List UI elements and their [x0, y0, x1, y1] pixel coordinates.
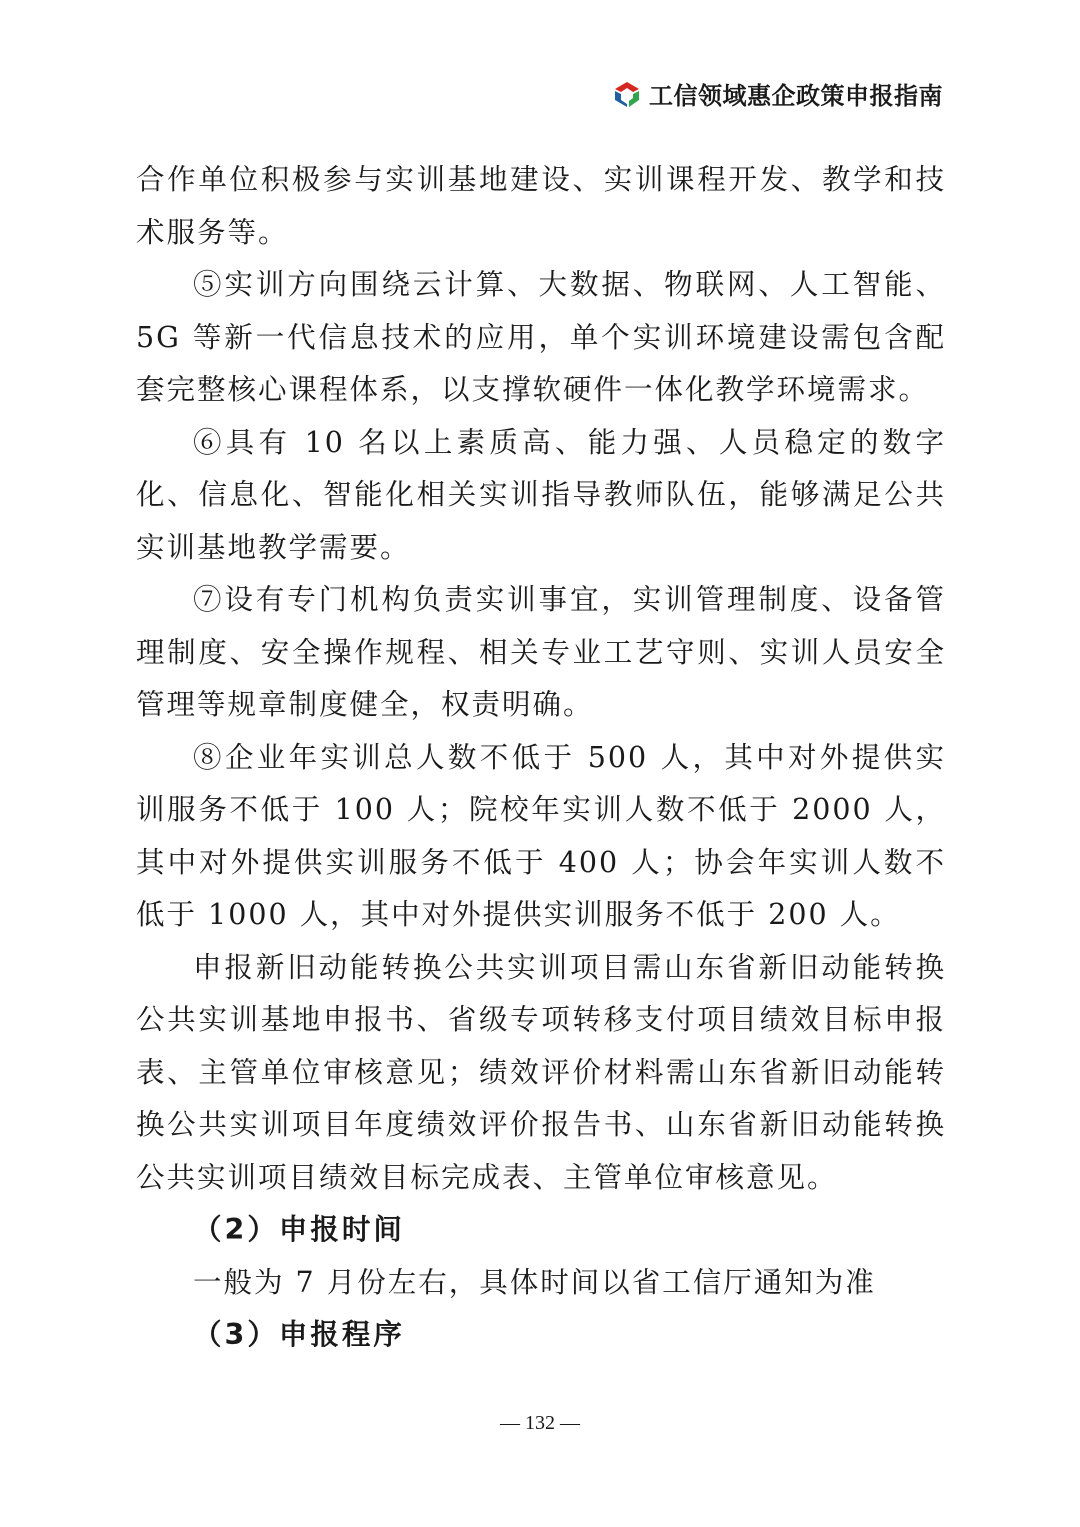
- header-title: 工信领域惠企政策申报指南: [649, 82, 943, 110]
- section-heading-time: （2）申报时间: [193, 1213, 405, 1246]
- paragraph-item-6: ⑥具有 10 名以上素质高、能力强、人员稳定的数字化、信息化、智能化相关实训指导教师队伍，能够满足公共实训基地教学需要。: [136, 425, 946, 564]
- paragraph-item-7: ⑦设有专门机构负责实训事宜，实训管理制度、设备管理制度、安全操作规程、相关专业工艺守则、实训人员安全管理等规章制度健全，权责明确。: [136, 583, 946, 721]
- paragraph-item-8: ⑧企业年实训总人数不低于 500 人，其中对外提供实训服务不低于 100 人；院校年实训人数不低于 2000 人，其中对外提供实训服务不低于 400 人；协会年实训人数不低于 1000 人，其中对外提供实训服务不低于 200 人。: [136, 740, 946, 931]
- paragraph-item-5: ⑤实训方向围绕云计算、大数据、物联网、人工智能、5G 等新一代信息技术的应用，单个实训环境建设需包含配套完整核心课程体系，以支撑软硬件一体化教学环境需求。: [136, 268, 946, 406]
- tri-color-arrow-logo-icon: [613, 80, 641, 108]
- paragraph-application-materials: 申报新旧动能转换公共实训项目需山东省新旧动能转换公共实训基地申报书、省级专项转移支付项目绩效目标申报表、主管单位审核意见；绩效评价材料需山东省新旧动能转换公共实训项目年度绩效评价报告书、山东省新旧动能转换公共实训项目绩效目标完成表、主管单位审核意见。: [136, 950, 946, 1194]
- page-number: — 132 —: [500, 1412, 580, 1434]
- section-heading-process: （3）申报程序: [193, 1318, 405, 1351]
- section-time-text: 一般为 7 月份左右，具体时间以省工信厅通知为准: [193, 1265, 876, 1299]
- page-header: [613, 76, 943, 111]
- paragraph-cooperation: 合作单位积极参与实训基地建设、实训课程开发、教学和技术服务等。: [136, 163, 946, 249]
- document-body: [136, 154, 946, 1362]
